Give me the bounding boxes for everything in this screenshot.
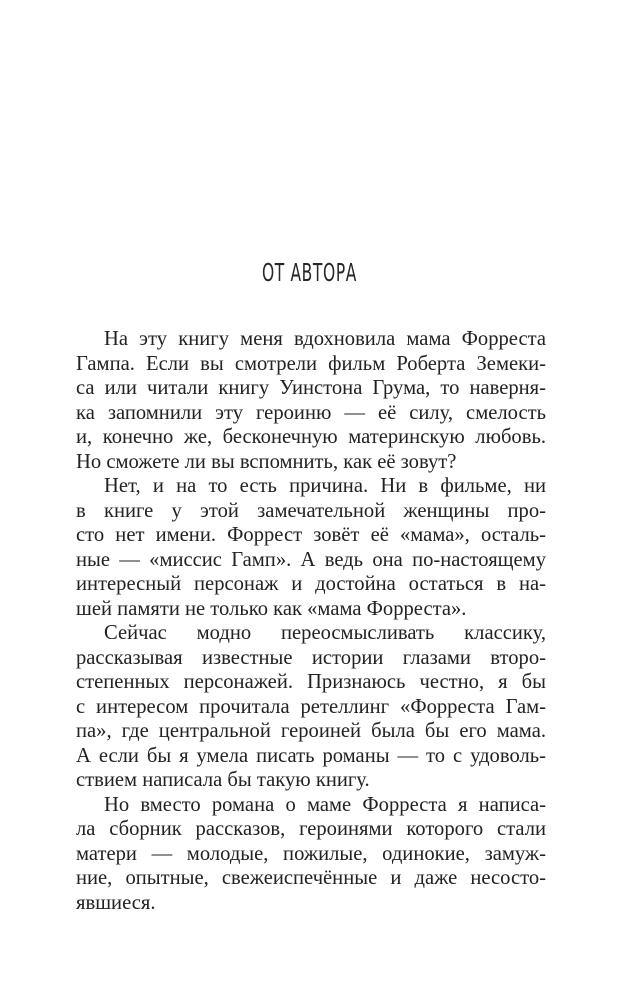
text-line: Но вместо романа о маме Форреста я написа-	[104, 793, 546, 816]
text-line: в книге у этой замечательной женщины про-	[76, 499, 546, 522]
text-line: ствием написала бы такую книгу.	[76, 769, 370, 791]
text-line: сто нет имени. Форрест зовёт её «мама», осталь-	[76, 524, 546, 546]
text-line: Сейчас модно переосмысливать классику,	[104, 622, 546, 644]
text-line: Гампа. Если вы смотрели фильм Роберта Земеки-	[76, 352, 546, 375]
text-line: па», где центральной героиней была бы его мама.	[76, 720, 546, 742]
text-line: Но сможете ли вы вспомнить, как её зовут?	[76, 450, 457, 473]
paragraph-3	[76, 621, 546, 793]
text-line: рассказывая известные истории глазами второ-	[76, 646, 546, 669]
text-line: с интересом прочитала ретеллинг «Форреста Гам-	[76, 695, 546, 718]
text-line: матери — молодые, пожилые, одинокие, замуж-	[76, 842, 546, 865]
paragraph-4	[76, 793, 546, 916]
text-line: ные — «миссис Гамп». А ведь она по-настоящему	[76, 548, 546, 571]
paragraph-1	[76, 327, 546, 474]
text-line: ние, опытные, свежеиспечённые и даже несосто-	[76, 867, 546, 889]
page-title: ОТ АВТОРА	[261, 258, 358, 287]
text-line: интересный персонаж и достойна остаться в на-	[76, 573, 546, 595]
text-line: ла сборник рассказов, героинями которого стали	[76, 818, 546, 840]
text-line: ка запомнили эту героиню — её силу, смелость	[76, 401, 546, 424]
text-line: Нет, и на то есть причина. Ни в фильме, ни	[104, 475, 546, 497]
text-line: и, конечно же, бесконечную материнскую любовь.	[76, 426, 546, 448]
text-line: шей памяти не только как «мама Форреста».	[76, 597, 467, 620]
body-text	[76, 327, 546, 915]
text-line: На эту книгу меня вдохновила мама Форреста	[104, 328, 546, 350]
text-line: явшиеся.	[76, 891, 156, 914]
paragraph-2	[76, 474, 546, 621]
text-line: степенных персонажей. Признаюсь честно, я бы	[76, 671, 546, 693]
text-line: са или читали книгу Уинстона Грума, то наверня-	[76, 377, 546, 399]
text-line: А если бы я умела писать романы — то с удоволь-	[76, 744, 546, 767]
